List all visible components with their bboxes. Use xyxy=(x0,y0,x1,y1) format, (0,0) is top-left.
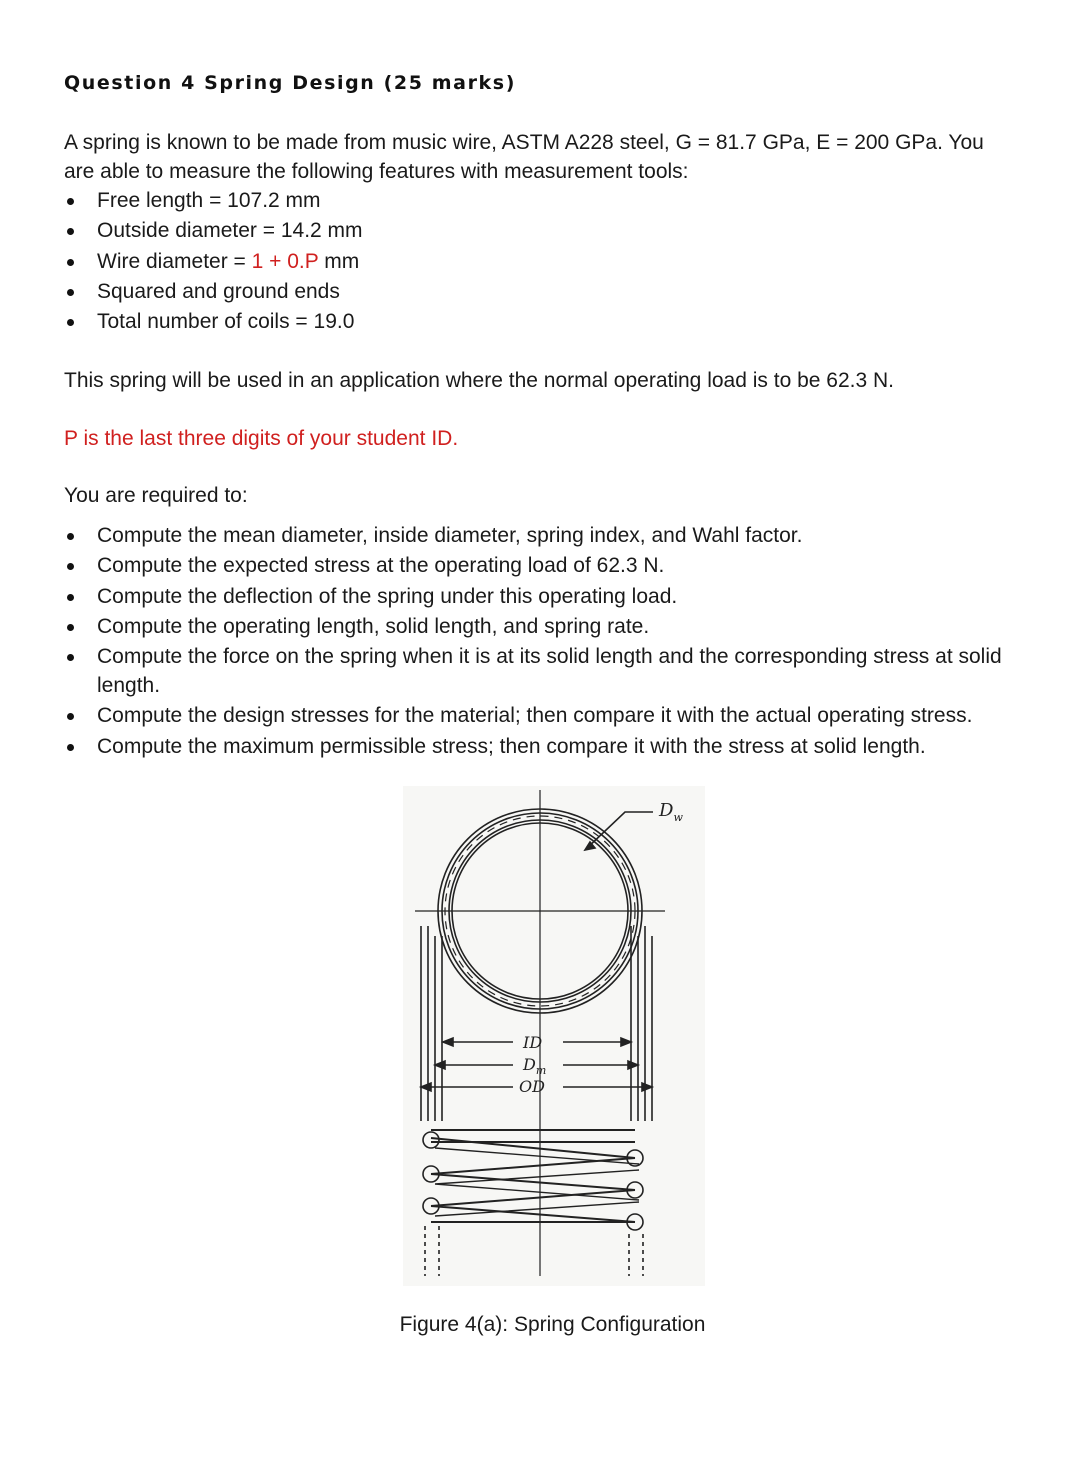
od-label: OD xyxy=(519,1077,545,1096)
list-item: Squared and ground ends xyxy=(64,277,1054,306)
wire-diameter-unit: mm xyxy=(318,249,360,273)
intro-paragraph xyxy=(64,128,1054,186)
list-item: Compute the force on the spring when it is at its solid length and the corresponding stress at solid length. xyxy=(64,642,1054,700)
list-item: Total number of coils = 19.0 xyxy=(64,307,1054,336)
spring-diagram xyxy=(403,786,705,1286)
list-item: Compute the operating length, solid length, and spring rate. xyxy=(64,612,1054,641)
list-item: Compute the expected stress at the operating load of 62.3 N. xyxy=(64,551,1054,580)
figure-caption: Figure 4(a): Spring Configuration xyxy=(399,1313,706,1336)
list-item: Compute the maximum permissible stress; then compare it with the stress at solid length. xyxy=(64,732,1054,761)
feature-list xyxy=(64,186,1054,337)
list-item: Compute the mean diameter, inside diameter, spring index, and Wahl factor. xyxy=(64,521,1054,550)
intro-line-1: A spring is known to be made from music wire, ASTM A228 steel, G = 81.7 GPa, E = 200 GPa. You xyxy=(64,131,984,154)
list-item: Compute the design stresses for the material; then compare it with the actual operating stress. xyxy=(64,701,1054,730)
wire-diameter-label: Wire diameter = xyxy=(97,249,252,273)
list-item: Outside diameter = 14.2 mm xyxy=(64,216,1054,245)
task-list xyxy=(64,521,1054,762)
application-paragraph: This spring will be used in an application where the normal operating load is to be 62.3 N. xyxy=(64,369,894,392)
list-item: Compute the deflection of the spring under this operating load. xyxy=(64,582,1054,611)
figure-background xyxy=(403,786,705,1286)
student-id-note: P is the last three digits of your student ID. xyxy=(64,427,459,450)
required-label: You are required to: xyxy=(64,484,248,507)
intro-line-2: are able to measure the following features with measurement tools: xyxy=(64,160,689,183)
id-label: ID xyxy=(523,1033,543,1052)
dw-label: $D_w$ xyxy=(659,800,683,824)
list-item: Free length = 107.2 mm xyxy=(64,186,1054,215)
question-heading: Question 4 Spring Design (25 marks) xyxy=(64,72,516,94)
list-item xyxy=(64,247,1054,276)
dm-label: $D_m$ xyxy=(523,1055,547,1077)
spring-figure xyxy=(403,786,705,1286)
wire-diameter-formula: 1 + 0.P xyxy=(251,249,319,273)
